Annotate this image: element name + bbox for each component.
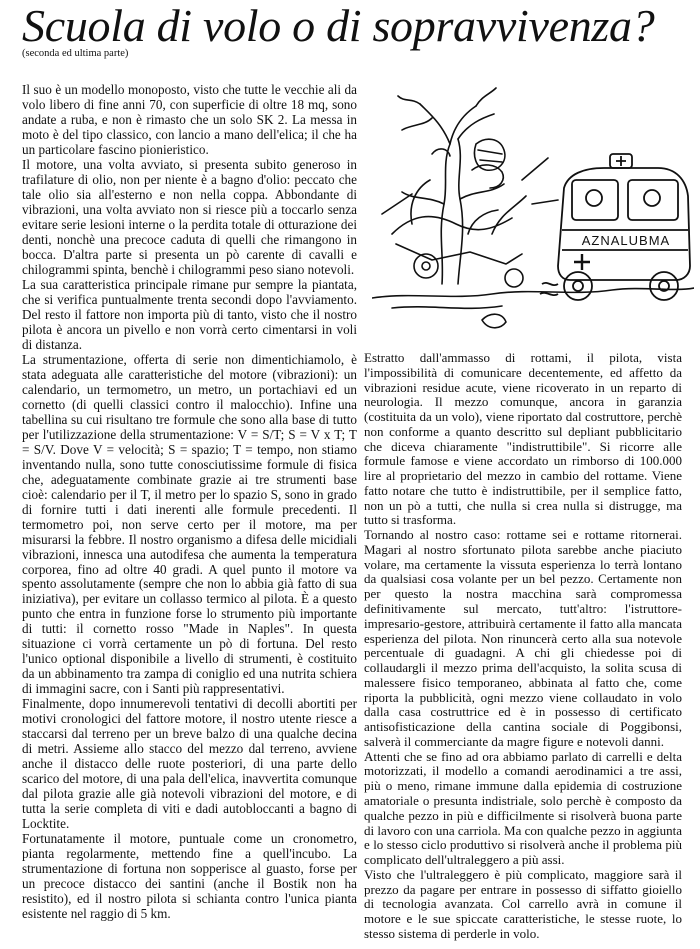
paragraph: Finalmente, dopo innumerevoli tentativi di decolli abortiti per motivi cronologici del fattore motore, il nostro utente riesce a staccarsi dal terreno per un breve balzo di una qualche decina di metri. Assieme allo stacco del mezzo dal terreno, avviene anche il distacco delle ruote posteriori, di una parte dello scarico del motore, di una pala dell'elica, inavvertita comunque dal pilota grazie alle già notevoli vibrazioni del motore, e di tutta la serie completa di viti e dadi autobloccanti a bagno di Locktite. [22,696,357,832]
paragraph: La sua caratteristica principale rimane pur sempre la piantata, che si verifica puntualmente trenta secondi dopo l'avviamento. Del resto il fattore non importa più di tanto, visto che il nostro pilota è ancora un pivello e non vorrà certo cimentarsi in voli di distanza. [22,276,357,352]
paragraph: Tornando al nostro caso: rottame sei e rottame ritornerai. Magari al nostro sfortunato pilota sarebbe anche piaciuto volare, ma certamente la vissuta esperienza lo terrà lontano da qualsiasi cosa volante per un bel pezzo. Certamente non per questo la nostra macchina sarà compromessa definitivamente sul mercato, tutt'altro: l'istruttore-impresario-gestore, attribuirà certamente il fatto alla mancata esperienza del pilota. Non rinuncerà certo alla sua notevole percentuale di guadagni. A chi gli chiedesse poi di collaudargli il mezzo prima dell'acquisto, la solita scusa di malessere fisico temporaneo, abbinata al fatto che, come riporta la pubblicità, ogni mezzo viene collaudato in volo dalla casa costruttrice ed è in possesso di certificato antisofisticazione della cantina sociale di Poggibonsi, salverà il commerciante da magre figure e notevoli danni. [364,527,682,749]
paragraph: La strumentazione, offerta di serie non dimentichiamolo, è stata adeguata alle caratteristiche del motore (vibrazioni): un calendario, un termometro, un metro, un portachiavi ed un cornetto (di quelli classici contro il malocchio). Infine una tabellina su cui risultano tre formule che sono alla base di tutto per l'utilizzazione della strumentazione: V = S/T; S = V x T; T = S/V. Dove V = velocità; S = spazio; T = tempo, non stiamo inventando nulla, sono tutte conosciutissime formule di fisica che, adeguatamente combinate grazie ai tre strumenti base cioè: calendario per il T, il metro per lo spazio S, sono in grado di fornire tutti i dati inerenti alle formule precedenti. Il termometro poi, non serve certo per il motore, ma per misurarsi la febbre. Il nostro organismo a difesa delle micidiali vibrazioni, innesca una autodifesa che aumenta la temperatura corporea, fino ad oltre 40 gradi. A quel punto il motore va spento assolutamente (sempre che non lo abbia già fatto di sua iniziativa), per evitare un collasso termico al pilota. È a questo punto che entra in funzione forse lo strumento più importante di tutti: il cornetto rosso "Made in Naples". In questa situazione ci vorrà certamente un pò di fortuna. Del resto l'unico optional disponibile a livello di strumenti, è costituito da un abbinamento tra zampa di coniglio ed una nutrita schiera di immagini sacre, con i Santi più rappresentativi. [22,351,357,697]
paragraph: Attenti che se fino ad ora abbiamo parlato di carrelli e delta motorizzati, il modello a comandi aerodinamici a tre assi, più o meno, rimane immune dalla epidemia di costruzione amatoriale o presunta indistriale, solo perchè è composto da qualche pezzo in più e difficilmente si risolverà buona parte di lavoro con una carriola. Ma con qualche pezzo in aggiunta e lo stesso ciclo produttivo si risolverà anche il problema più complicato dell'ultraleggero a più assi. [364,748,683,868]
article-subtitle: (seconda ed ultima parte) [22,48,129,59]
left-column [22,82,357,921]
paragraph: Estratto dall'ammasso di rottami, il pilota, vista l'impossibilità di comunicare decentemente, ed affetto da vibrazioni residue acute, viene ricoverato in un reparto di neurologia. Il mezzo comunque, ancora in garanzia (costituita da un volo), viene riportato dal costruttore, perchè non conforme a quanto descritto sul depliant pubblicitario che diceva chiaramente "indistruttibile". Si ricorre alle formule famose e viene accordato un rimborso di 100.000 lire al proprietario del mezzo in cambio del rottame. Viene fatto notare che tutto è indistruttibile, per il semplice fatto, non un pò a tutti, che nulla si crea nulla si distrugge, ma tutto si trasforma. [364,350,682,528]
cartoon-illustration [372,84,694,340]
right-column [364,351,682,942]
wreck-and-tree-icon [372,88,694,328]
paragraph: Visto che l'ultraleggero è più complicato, maggiore sarà il prezzo da pagare per entrare in possesso di siffatto gioiello di tecnologia avanzata. Col carrello avrà in comune il motore e le sue spiccate caratteristiche, le stesse ruote, lo stesso sistema di perderle in volo. [364,866,682,941]
article-title: Scuola di volo o di sopravvivenza? [22,0,655,51]
paragraph: Fortunatamente il motore, puntuale come un cronometro, pianta regolarmente, mettendo fine a quell'incubo. La strumentazione di fortuna non sopperisce al guasto, forse per un precoce distacco dei santini (anche il Bostik non ha resistito), ed il nostro pilota si schianta contro l'unica pianta esistente nel raggio di 5 km. [22,831,357,922]
paragraph: Il motore, una volta avviato, si presenta subito generoso in trafilature di olio, non per niente è a bagno d'olio: peccato che tale olio sia all'esterno e non nella coppa. Abbondante di vibrazioni, una volta avviato non si riesce più a toccarlo senza evitare serie lesioni interne o la perdita totale di otturazione dei denti, nonchè una precoce caduta di quelli che rimangono in bocca. D'altra parte si presenta un pò carente di cavalli e chilogrammi spinta, benchè i chilogrammi peso siano notevoli. [22,156,357,277]
paragraph: Il suo è un modello monoposto, visto che tutte le vecchie ali da volo libero di fine anni 70, con superficie di oltre 18 mq, sono andate a ruba, e non è rimasto che un solo SK 2. La messa in moto è del tipo classico, con lancio a mano dell'elica; il che ha un particolare fascino pionieristico. [22,82,357,157]
ambulance-lettering: AZNALUBMA [581,233,671,248]
ambulance-cartoon-icon [540,154,690,300]
